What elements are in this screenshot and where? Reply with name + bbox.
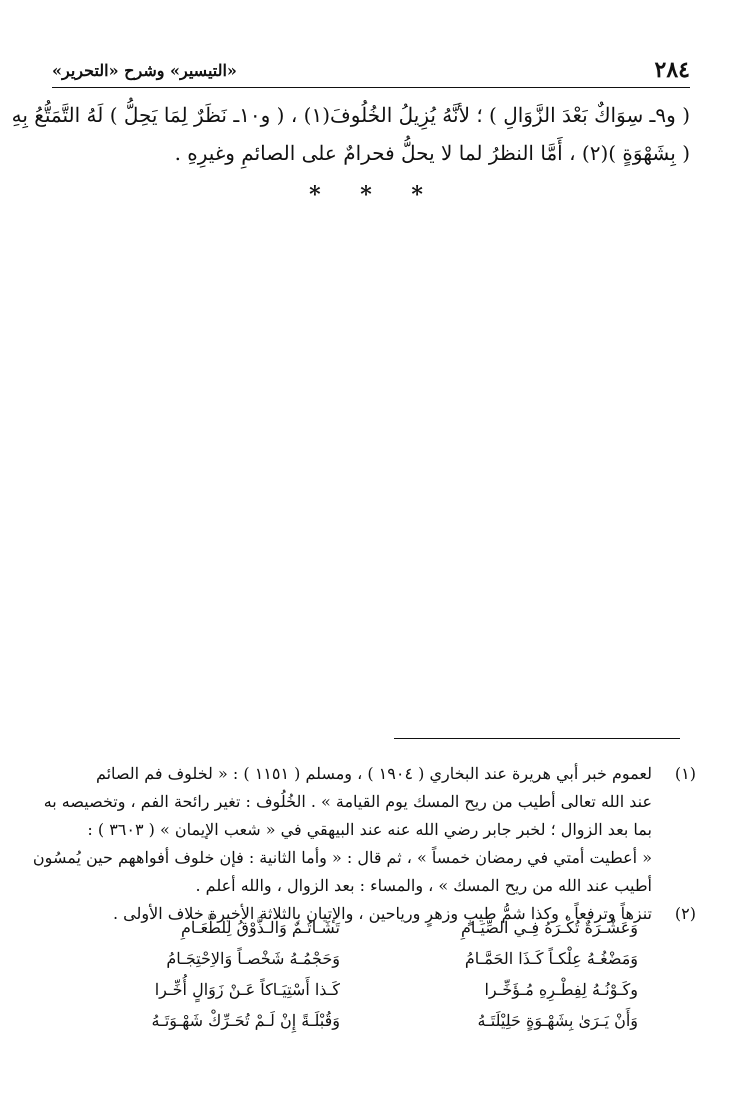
footnote-line: أطيب عند الله من ريح المسك » ، والمساء : بعد الزوال ، والله أعلم . [195,876,652,895]
poem-verse [90,974,638,1005]
footnote-number: (١) [674,764,696,783]
poem-verse [90,912,638,943]
running-title: «التيسير» وشرح «التحرير» [52,61,237,80]
footnote-line: بما بعد الزوال ؛ لخبر جابر رضي الله عنه عند البيهقي في « شعب الإيمان » ( ٣٦٠٣ ) : [87,820,652,839]
poem-verse [90,943,638,974]
poem-hemistich-second: تَشَـاتُـمٌ وَالـذَّوْقُ لِلطَّعَـامِ [180,918,340,937]
main-text-line: ( و٩ـ سِوَاكٌ بَعْدَ الزَّوَالِ ) ؛ لأنَّهُ يُزِيلُ الخُلُوفَ(١) ، ( و١٠ـ نَظَرٌ لِمَا يَحِلُّ ) لَهُ التَّمَتُّعُ بِهِ [11,103,690,127]
footnote-line: لعموم خبر أبي هريرة عند البخاري ( ١٩٠٤ ) ، ومسلم ( ١١٥١ ) : « لخلوف فم الصائم [95,764,652,783]
footnotes [32,760,696,928]
poem-verse [90,1005,638,1036]
section-separator-stars: * * * [309,182,439,208]
poem-verses [90,912,638,1036]
poem-hemistich-second: كَـذا أَسْتِيَـاكاً عَـنْ زَوَالٍ أُخِّـرا [154,980,340,999]
poem-hemistich-first: وكَـوْنُـهُ لِفِطْـرِهِ مُـؤَخِّـرا [484,980,638,999]
poem-hemistich-second: وَحَجْمُـهُ شَخْصـاً وَالاِحْتِجَـامُ [166,949,340,968]
poem-hemistich-first: وَعَشْـرَةٌ تُكْـرَهُ فِـي الصِّيَـامِ [460,918,638,937]
poem-hemistich-second: وَقُبْلَـةً إِنْ لَـمْ تُحَـرِّكْ شَهْـوَتَـهُ [151,1011,340,1030]
footnote-1 [32,760,696,900]
main-text [11,96,690,172]
footnote-line: تنزهاً وترفعاً ، وكذا شمُّ طيبٍ وزهرٍ ورياحين ، والإتيان بالثلاثة الأخيرة خلاف الأولى . [112,904,652,923]
main-text-line: ( بِشَهْوَةٍ )(٢) ، أَمَّا النظرُ لما لا يحلُّ فحرامٌ على الصائمِ وغيرِهِ . [174,141,690,165]
footnote-separator-line [394,738,680,739]
footnote-number: (٢) [674,904,696,923]
page-number: ٢٨٤ [654,57,690,83]
footnote-line: عند الله تعالى أطيب من ريح المسك يوم القيامة » . الخُلُوف : تغير رائحة الفم ، وتخصيصه به [43,792,652,811]
poem-hemistich-first: وَأَنْ يَـرَىٰ بِشَهْـوَةٍ حَلِيْلَتَـهُ [477,1011,638,1030]
poem-hemistich-first: وَمَضْغُـهُ عِلْكـاً كَـذَا الحَمَّـامُ [464,949,638,968]
footnote-line: « أعطيت أمتي في رمضان خمساً » ، ثم قال : « وأما الثانية : فإن خلوف أفواههم حين يُمسُون [32,848,652,867]
page-header [52,55,690,88]
